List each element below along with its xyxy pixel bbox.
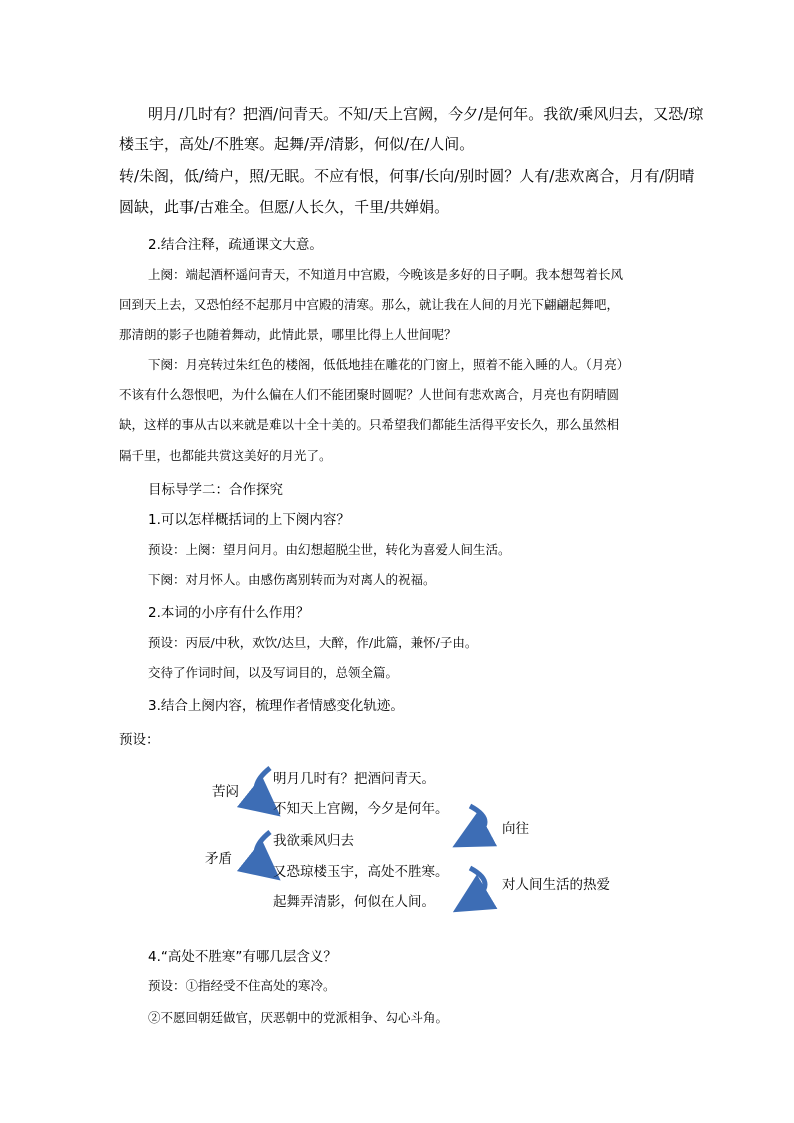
answer-line: 预设：丙辰/中秋，欢饮/达旦，大醉，作/此篇，兼怀/子由。 [148, 635, 478, 650]
answer-line: 预设：①指经受不住高处的寒冷。 [148, 978, 336, 993]
diagram-line: 起舞弄清影，何似在人间。 [273, 894, 435, 910]
translation-line: 缺，这样的事从古以来就是难以十全十美的。只希望我们都能生活得平安长久，那么虽然相 [119, 417, 620, 432]
label-re-ai: 对人间生活的热爱 [502, 877, 610, 893]
diagram-line: 不知天上宫阙，今夕是何年。 [273, 801, 449, 817]
translation-line: 回到天上去，又恐怕经不起那月中宫殿的清寒。那么，就让我在人间的月光下翩翩起舞吧， [119, 297, 620, 312]
answer-line: 预设：上阕：望月问月。由幻想超脱尘世，转化为喜爱人间生活。 [148, 542, 511, 557]
label-ku-men: 苦闷 [212, 784, 239, 800]
poem-line: 楼玉宇，高处/不胜寒。起舞/弄/清影，何似/在/人间。 [119, 135, 475, 153]
left-curved-arrow-2 [256, 832, 270, 868]
answer-line: 交待了作词时间，以及写词目的，总领全篇。 [148, 665, 399, 680]
poem-line: 明月/几时有？把酒/问青天。不知/天上宫阙，今夕/是何年。我欲/乘风归去，又恐/琼 [148, 105, 704, 123]
translation-line: 那清朗的影子也随着舞动，此情此景，哪里比得上人世间呢？ [119, 327, 457, 342]
section-heading: 2.结合注释，疏通课文大意。 [148, 237, 323, 253]
answer-line: ②不愿回朝廷做官，厌恶朝中的党派相争、勾心斗角。 [148, 1010, 449, 1025]
preset-label: 预设： [119, 732, 160, 748]
translation-line: 隔千里，也都能共赏这美好的月光了。 [119, 448, 332, 463]
diagram-line: 明月几时有？把酒问青天。 [273, 771, 435, 787]
answer-line: 下阕：对月怀人。由感伤离别转而为对离人的祝福。 [148, 572, 436, 587]
question: 1.可以怎样概括词的上下阕内容？ [148, 512, 350, 528]
goal-title: 目标导学二：合作探究 [148, 482, 283, 498]
question: 2.本词的小序有什么作用？ [148, 605, 310, 621]
right-curved-arrow-1 [470, 806, 485, 838]
translation-line: 下阕：月亮转过朱红色的楼阁，低低地挂在雕花的门窗上，照着不能入睡的人。（月亮） [148, 357, 630, 372]
translation-line: 不该有什么怨恨吧，为什么偏在人们不能团聚时圆呢？人世间有悲欢离合，月亮也有阴晴圆 [119, 387, 620, 402]
poem-line: 圆缺，此事/古难全。但愿/人长久，千里/共婵娟。 [119, 198, 450, 216]
diagram-line: 又恐琼楼玉宇，高处不胜寒。 [273, 864, 449, 880]
right-curved-arrow-2 [470, 868, 485, 902]
diagram-line: 我欲乘风归去 [273, 833, 354, 849]
label-xiang-wang: 向往 [502, 821, 529, 837]
question: 4.“高处不胜寒”有哪几层含义？ [148, 949, 337, 965]
label-mao-dun: 矛盾 [205, 851, 232, 867]
left-curved-arrow-1 [256, 768, 270, 804]
question: 3.结合上阕内容，梳理作者情感变化轨迹。 [148, 698, 404, 714]
poem-line: 转/朱阁，低/绮户，照/无眠。不应有恨，何事/长向/别时圆？人有/悲欢离合，月有/阴晴 [119, 167, 695, 185]
translation-line: 上阕：端起酒杯遥问青天，不知道月中宫殿，今晚该是多好的日子啊。我本想驾着长风 [148, 267, 624, 282]
